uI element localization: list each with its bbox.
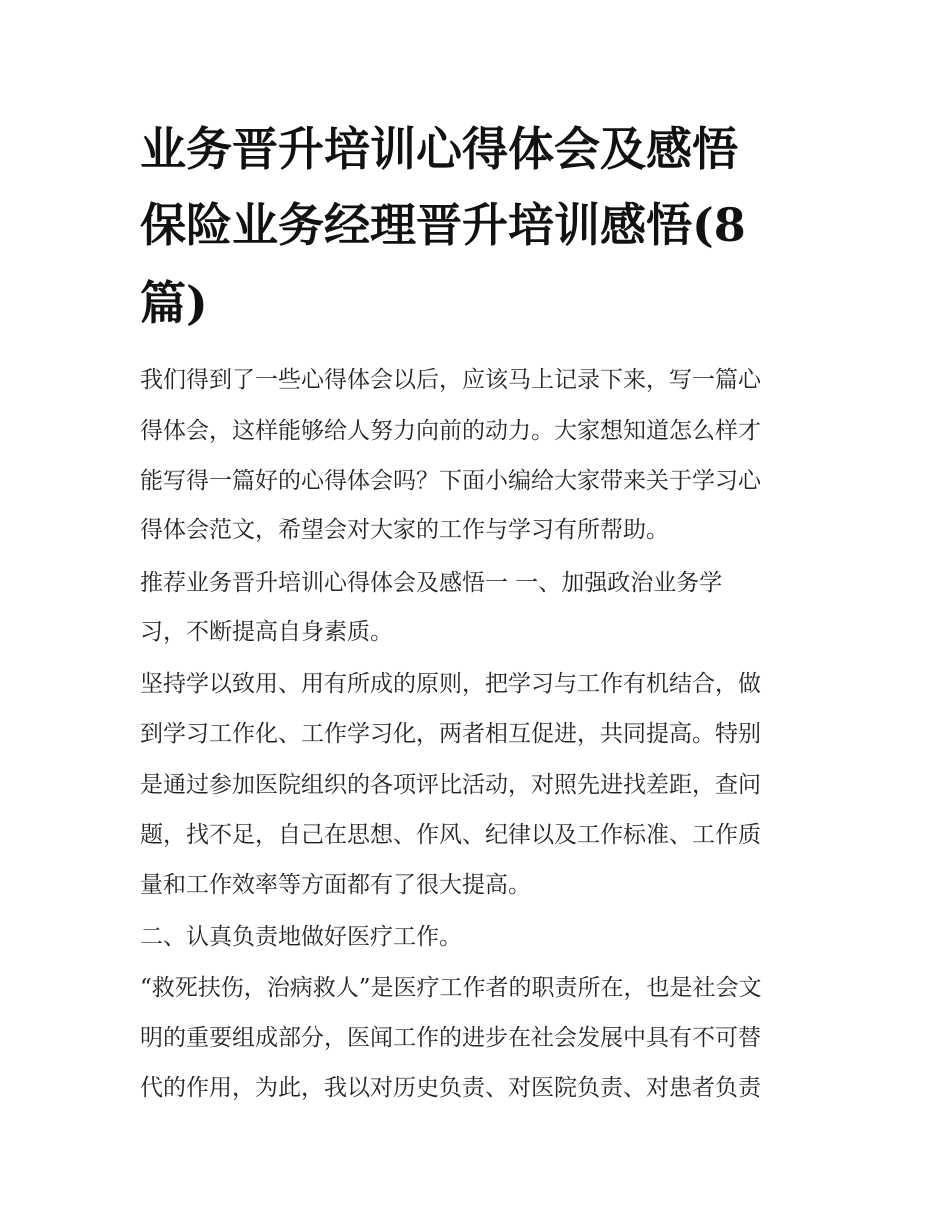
paragraph-line: 明的重要组成部分，医闻工作的进步在社会发展中具有不可替: [140, 1025, 761, 1051]
paragraph-line: 坚持学以致用、用有所成的原则，把学习与工作有机结合，做: [140, 671, 761, 697]
paragraph-line: 题，找不足，自己在思想、作风、纪律以及工作标准、工作质: [140, 822, 761, 848]
paragraph-line: 代的作用，为此，我以对历史负责、对医院负责、对患者负责: [140, 1075, 761, 1101]
paragraph-line: 我们得到了一些心得体会以后，应该马上记录下来，写一篇心: [140, 367, 761, 393]
paragraph-line: 得体会范文，希望会对大家的工作与学习有所帮助。: [140, 517, 669, 543]
paragraph-line: 推荐业务晋升培训心得体会及感悟一 一、加强政治业务学: [140, 570, 723, 596]
paragraph-line: 量和工作效率等方面都有了很大提高。: [140, 872, 531, 898]
paragraph-line: 得体会，这样能够给人努力向前的动力。大家想知道怎么样才: [140, 418, 761, 444]
paragraph-line: “救死扶伤，治病救人”是医疗工作者的职责所在，也是社会文: [140, 975, 762, 1001]
document-title-line-1: 业务晋升培训心得体会及感悟: [140, 122, 738, 176]
paragraph-line: 能写得一篇好的心得体会吗？下面小编给大家带来关于学习心: [140, 468, 761, 494]
paragraph-line: 习，不断提高自身素质。: [140, 619, 393, 645]
paragraph-line: 是通过参加医院组织的各项评比活动，对照先进找差距，查问: [140, 772, 761, 798]
paragraph-line: 到学习工作化、工作学习化，两者相互促进，共同提高。特别: [140, 721, 761, 747]
document-title-line-3: 篇): [140, 276, 208, 330]
document-title-line-2: 保险业务经理晋升培训感悟(8: [140, 198, 746, 252]
paragraph-line: 二、认真负责地做好医疗工作。: [140, 924, 462, 950]
